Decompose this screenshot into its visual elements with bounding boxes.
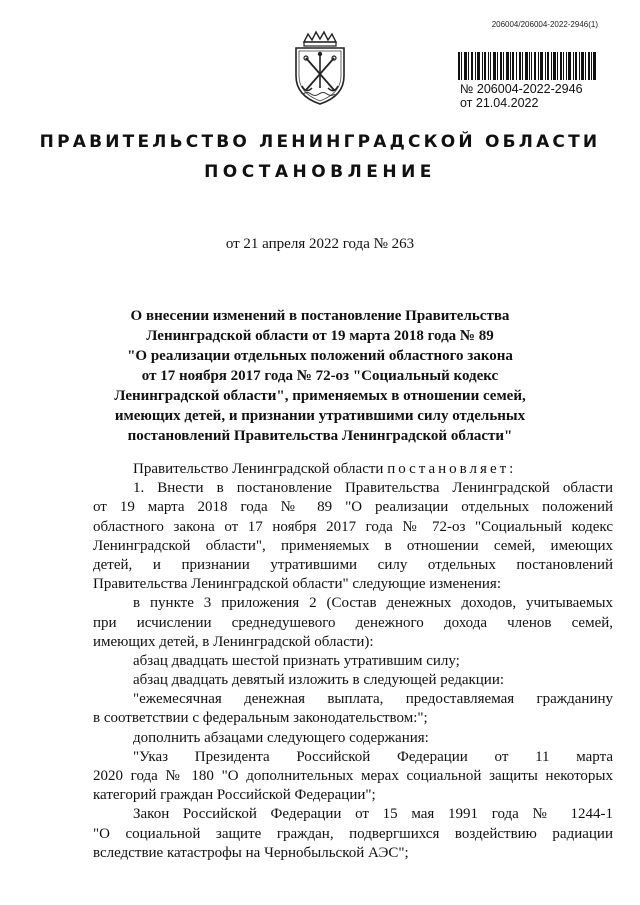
heading-line: Ленинградской области от 19 марта 2018 года № 89 — [146, 328, 494, 344]
body-line: детей, и признании утратившими силу отдельных постановлений — [93, 556, 613, 573]
body-line: в соответствии с федеральным законодательством:"; — [93, 710, 428, 727]
body-line: категорий граждан Российской Федерации"; — [93, 787, 376, 804]
document-body — [93, 460, 613, 863]
body-line: Правительства Ленинградской области" следующие изменения: — [93, 576, 501, 593]
body-line: Ленинградской области", применяемых в отношении семей, имеющих — [93, 537, 613, 554]
intro-text: Правительство Ленинградской области — [133, 461, 388, 477]
heading-line: от 17 ноября 2017 года № 72-оз "Социальный кодекс — [141, 368, 499, 384]
body-line: абзац двадцать девятый изложить в следующей редакции: — [133, 672, 505, 689]
registration-date: от 21.04.2022 — [460, 96, 539, 110]
coat-of-arms-icon — [290, 30, 350, 106]
heading-line: О внесении изменений в постановление Правительства — [130, 308, 510, 324]
body-line: "ежемесячная денежная выплата, предоставляемая гражданину — [133, 691, 613, 708]
body-line: абзац двадцать шестой признать утратившим силу; — [133, 652, 460, 669]
body-line: дополнить абзацами следующего содержания: — [133, 729, 429, 746]
document-date-number: от 21 апреля 2022 года № 263 — [225, 236, 415, 252]
body-line: имеющих детей, в Ленинградской области): — [93, 633, 374, 650]
registration-block — [460, 82, 583, 110]
heading-line: Ленинградской области", применяемых в отношении семей, — [114, 388, 526, 404]
document-id: 206004/206004-2022-2946(1) — [491, 20, 598, 29]
barcode-image — [458, 52, 596, 80]
government-title: ПРАВИТЕЛЬСТВО ЛЕНИНГРАДСКОЙ ОБЛАСТИ — [39, 132, 601, 152]
body-line: 1. Внести в постановление Правительства Ленинградской области — [133, 480, 613, 497]
heading-line: имеющих детей, и признании утратившими силу отдельных — [114, 408, 526, 424]
body-line: 2020 года № 180 "О дополнительных мерах социальной защиты некоторых — [93, 768, 613, 784]
registration-number: № 206004-2022-2946 — [460, 82, 583, 96]
heading-line: "О реализации отдельных положений областного закона — [127, 348, 513, 364]
body-line: "Указ Президента Российской Федерации от 11 марта — [133, 748, 613, 765]
intro-resolves: постановляет: — [387, 461, 517, 477]
document-type: ПОСТАНОВЛЕНИЕ — [204, 162, 436, 182]
body-line: Закон Российской Федерации от 15 мая 1991 года № 1244-1 — [133, 806, 613, 823]
heading-line: постановлений Правительства Ленинградской области" — [127, 428, 513, 444]
body-line: от 19 марта 2018 года № 89 "О реализации отдельных положений — [93, 499, 613, 516]
body-line: областного закона от 17 ноября 2017 года № 72-оз "Социальный кодекс — [93, 518, 613, 535]
body-line: в пункте 3 приложения 2 (Состав денежных доходов, учитываемых — [133, 595, 613, 612]
document-heading — [110, 306, 530, 446]
body-line: при исчислении среднедушевого денежного дохода членов семей, — [93, 614, 613, 631]
body-line: вследствие катастрофы на Чернобыльской АЭС"; — [93, 844, 409, 861]
intro-line — [93, 460, 613, 479]
body-line: "О социальной защите граждан, подвергшихся воздействию радиации — [93, 825, 613, 842]
